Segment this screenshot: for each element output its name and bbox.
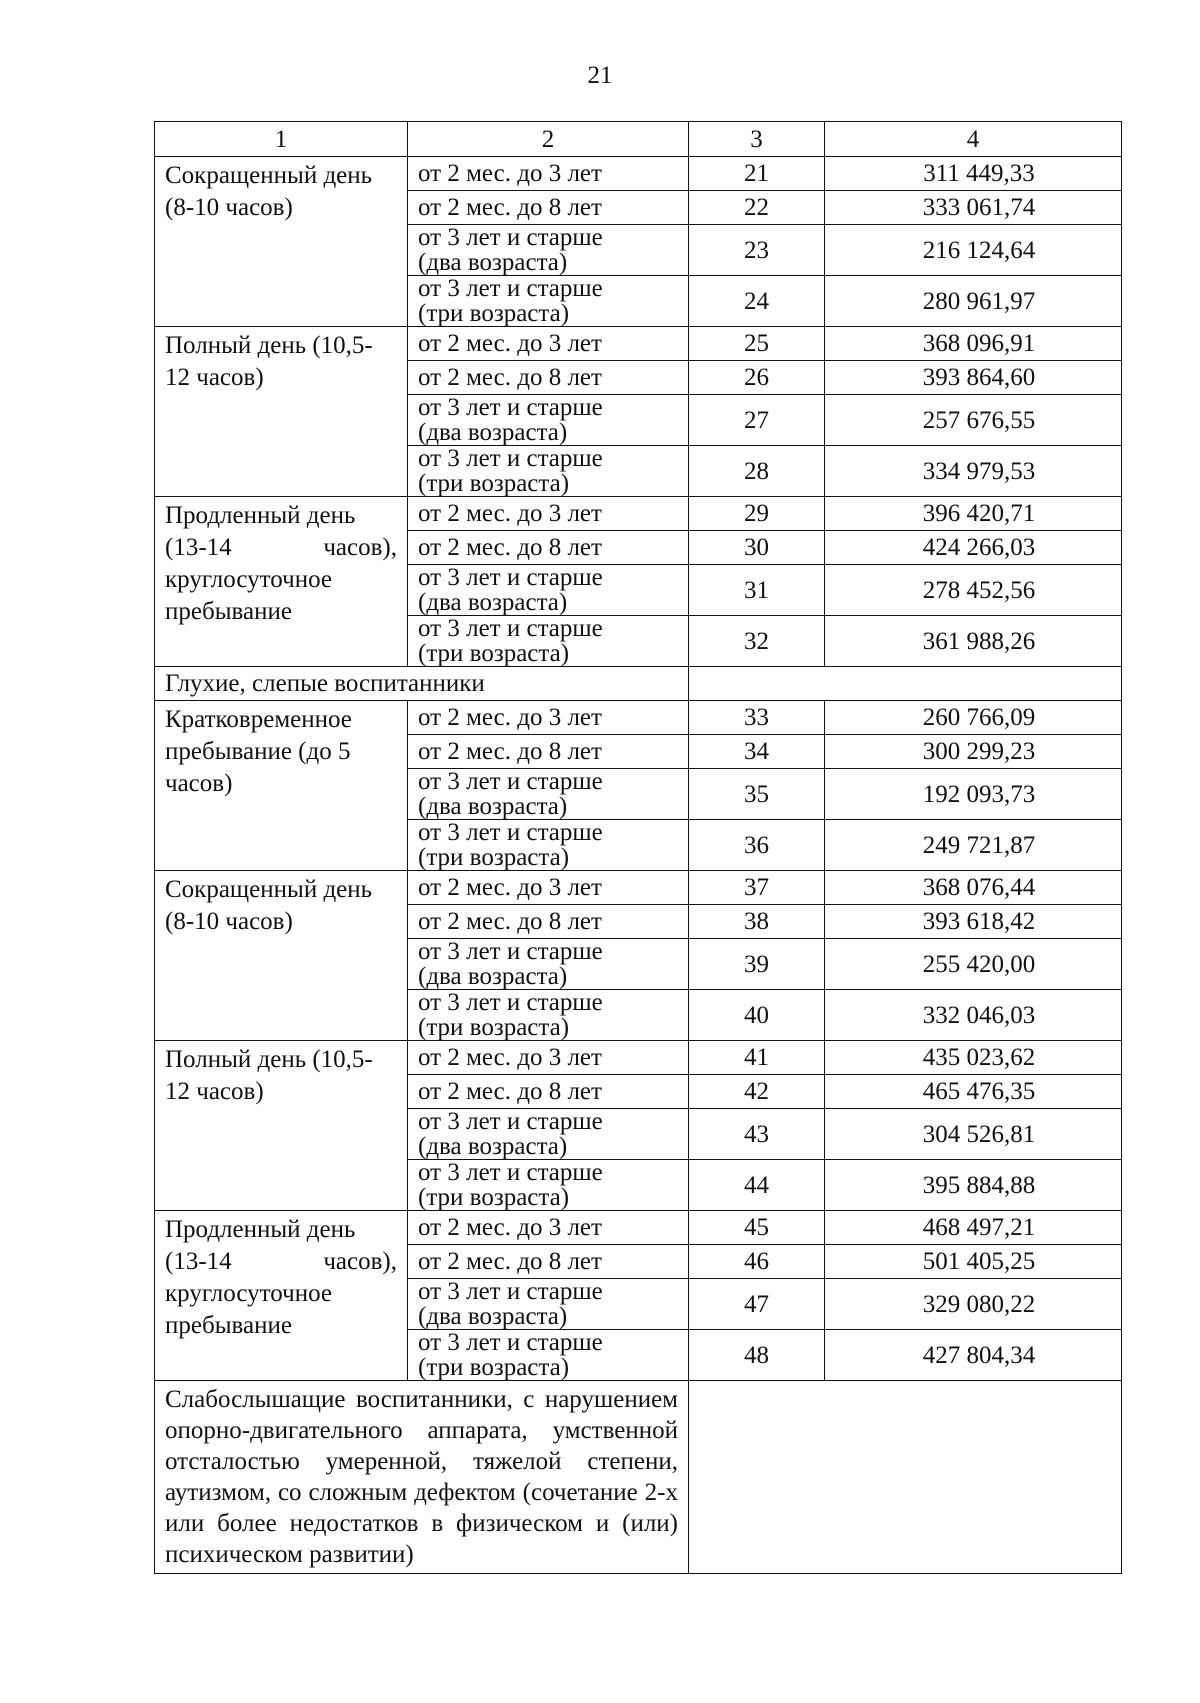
amount-cell: 396 420,71 <box>825 497 1122 531</box>
header-cell-1: 1 <box>155 122 408 157</box>
header-cell-2: 2 <box>408 122 689 157</box>
tariff-table <box>154 121 1122 1574</box>
age-text: от 3 лет и старше (три возраста) <box>418 1329 603 1381</box>
row-number: 26 <box>689 361 825 395</box>
amount-cell: 368 076,44 <box>825 871 1122 905</box>
row-number: 39 <box>689 939 825 990</box>
group-label-line: круглосуточное <box>165 566 332 593</box>
group-label <box>155 1211 408 1381</box>
table-row <box>155 157 1122 191</box>
age-text: от 3 лет и старше (три возраста) <box>418 989 603 1041</box>
table-row <box>155 871 1122 905</box>
amount-cell: 427 804,34 <box>825 1330 1122 1381</box>
group-label: Кратковременное пребывание (до 5 часов) <box>155 701 408 871</box>
amount-cell: 424 266,03 <box>825 531 1122 565</box>
age-text: от 3 лет и старше (два возраста) <box>418 1278 603 1330</box>
amount-cell: 332 046,03 <box>825 990 1122 1041</box>
age-cell: от 2 мес. до 3 лет <box>408 157 689 191</box>
age-text: от 3 лет и старше (три возраста) <box>418 615 603 667</box>
empty-cell <box>689 667 1122 701</box>
age-cell: от 2 мес. до 3 лет <box>408 1041 689 1075</box>
row-number: 24 <box>689 276 825 327</box>
amount-cell: 192 093,73 <box>825 769 1122 820</box>
row-number: 25 <box>689 327 825 361</box>
row-number: 45 <box>689 1211 825 1245</box>
group-label <box>155 497 408 667</box>
row-number: 27 <box>689 395 825 446</box>
age-text: от 3 лет и старше (три возраста) <box>418 275 603 327</box>
row-number: 48 <box>689 1330 825 1381</box>
header-cell-3: 3 <box>689 122 825 157</box>
amount-cell: 216 124,64 <box>825 225 1122 276</box>
row-number: 30 <box>689 531 825 565</box>
age-cell: от 2 мес. до 3 лет <box>408 497 689 531</box>
table-row <box>155 1041 1122 1075</box>
age-text: от 3 лет и старше (три возраста) <box>418 1159 603 1211</box>
header-cell-4: 4 <box>825 122 1122 157</box>
amount-cell: 334 979,53 <box>825 446 1122 497</box>
age-cell <box>408 939 689 990</box>
age-cell <box>408 1330 689 1381</box>
row-number: 37 <box>689 871 825 905</box>
amount-cell: 255 420,00 <box>825 939 1122 990</box>
empty-cell <box>689 1381 1122 1574</box>
age-text: от 3 лет и старше (три возраста) <box>418 445 603 497</box>
group-label: Полный день (10,5-12 часов) <box>155 1041 408 1211</box>
group-label-line: (13-14 часов), <box>165 1248 397 1275</box>
age-cell <box>408 565 689 616</box>
row-number: 35 <box>689 769 825 820</box>
age-cell: от 2 мес. до 8 лет <box>408 905 689 939</box>
row-number: 22 <box>689 191 825 225</box>
age-cell: от 2 мес. до 8 лет <box>408 531 689 565</box>
age-cell: от 2 мес. до 3 лет <box>408 1211 689 1245</box>
age-cell <box>408 225 689 276</box>
row-number: 36 <box>689 820 825 871</box>
amount-cell: 501 405,25 <box>825 1245 1122 1279</box>
age-cell <box>408 769 689 820</box>
amount-cell: 249 721,87 <box>825 820 1122 871</box>
amount-cell: 329 080,22 <box>825 1279 1122 1330</box>
age-text: от 3 лет и старше (два возраста) <box>418 768 603 820</box>
age-cell <box>408 820 689 871</box>
age-cell: от 2 мес. до 8 лет <box>408 1245 689 1279</box>
row-number: 43 <box>689 1109 825 1160</box>
header-row <box>155 122 1122 157</box>
amount-cell: 361 988,26 <box>825 616 1122 667</box>
amount-cell: 278 452,56 <box>825 565 1122 616</box>
age-cell: от 2 мес. до 8 лет <box>408 735 689 769</box>
age-cell: от 2 мес. до 8 лет <box>408 1075 689 1109</box>
age-cell <box>408 395 689 446</box>
amount-cell: 465 476,35 <box>825 1075 1122 1109</box>
page-number: 21 <box>587 62 613 89</box>
amount-cell: 468 497,21 <box>825 1211 1122 1245</box>
row-number: 21 <box>689 157 825 191</box>
group-label-line: Продленный день <box>165 1216 356 1243</box>
amount-cell: 368 096,91 <box>825 327 1122 361</box>
amount-cell: 393 618,42 <box>825 905 1122 939</box>
row-number: 44 <box>689 1160 825 1211</box>
group-label: Сокращенный день (8-10 часов) <box>155 157 408 327</box>
age-cell: от 2 мес. до 3 лет <box>408 871 689 905</box>
group-label: Полный день (10,5-12 часов) <box>155 327 408 497</box>
age-cell <box>408 616 689 667</box>
age-cell: от 2 мес. до 3 лет <box>408 327 689 361</box>
amount-cell: 280 961,97 <box>825 276 1122 327</box>
amount-cell: 435 023,62 <box>825 1041 1122 1075</box>
row-number: 33 <box>689 701 825 735</box>
row-number: 38 <box>689 905 825 939</box>
group-label-line: Продленный день <box>165 502 356 529</box>
amount-cell: 311 449,33 <box>825 157 1122 191</box>
age-cell <box>408 1160 689 1211</box>
row-number: 42 <box>689 1075 825 1109</box>
age-text: от 3 лет и старше (два возраста) <box>418 564 603 616</box>
age-text: от 3 лет и старше (два возраста) <box>418 1108 603 1160</box>
age-text: от 3 лет и старше (два возраста) <box>418 224 603 276</box>
age-cell: от 2 мес. до 8 лет <box>408 361 689 395</box>
row-number: 34 <box>689 735 825 769</box>
age-cell <box>408 276 689 327</box>
age-cell <box>408 446 689 497</box>
table-row <box>155 701 1122 735</box>
amount-cell: 395 884,88 <box>825 1160 1122 1211</box>
row-number: 46 <box>689 1245 825 1279</box>
amount-cell: 260 766,09 <box>825 701 1122 735</box>
age-cell <box>408 1109 689 1160</box>
group-label: Сокращенный день (8-10 часов) <box>155 871 408 1041</box>
row-number: 41 <box>689 1041 825 1075</box>
section-row <box>155 667 1122 701</box>
row-number: 28 <box>689 446 825 497</box>
section-heading: Глухие, слепые воспитанники <box>155 667 689 701</box>
age-text: от 3 лет и старше (два возраста) <box>418 938 603 990</box>
age-cell <box>408 1279 689 1330</box>
age-cell: от 2 мес. до 8 лет <box>408 191 689 225</box>
amount-cell: 393 864,60 <box>825 361 1122 395</box>
section-row <box>155 1381 1122 1574</box>
amount-cell: 257 676,55 <box>825 395 1122 446</box>
row-number: 31 <box>689 565 825 616</box>
table-row <box>155 497 1122 531</box>
section-heading: Слабослышащие воспитанники, с нарушением опорно-двигательного аппарата, умственной отсталостью умеренной, тяжелой степени, аутизмом, со сложным дефектом (сочетание 2-х или более недостатков в физическом и (или) психическом развитии) <box>155 1381 689 1574</box>
amount-cell: 304 526,81 <box>825 1109 1122 1160</box>
row-number: 32 <box>689 616 825 667</box>
age-text: от 3 лет и старше (два возраста) <box>418 394 603 446</box>
row-number: 23 <box>689 225 825 276</box>
group-label-line: пребывание <box>165 1312 292 1339</box>
group-label-line: круглосуточное <box>165 1280 332 1307</box>
row-number: 29 <box>689 497 825 531</box>
table-row <box>155 1211 1122 1245</box>
age-text: от 3 лет и старше (три возраста) <box>418 819 603 871</box>
row-number: 40 <box>689 990 825 1041</box>
group-label-line: пребывание <box>165 598 292 625</box>
age-cell: от 2 мес. до 3 лет <box>408 701 689 735</box>
table-row <box>155 327 1122 361</box>
group-label-line: (13-14 часов), <box>165 534 397 561</box>
age-cell <box>408 990 689 1041</box>
amount-cell: 333 061,74 <box>825 191 1122 225</box>
row-number: 47 <box>689 1279 825 1330</box>
amount-cell: 300 299,23 <box>825 735 1122 769</box>
